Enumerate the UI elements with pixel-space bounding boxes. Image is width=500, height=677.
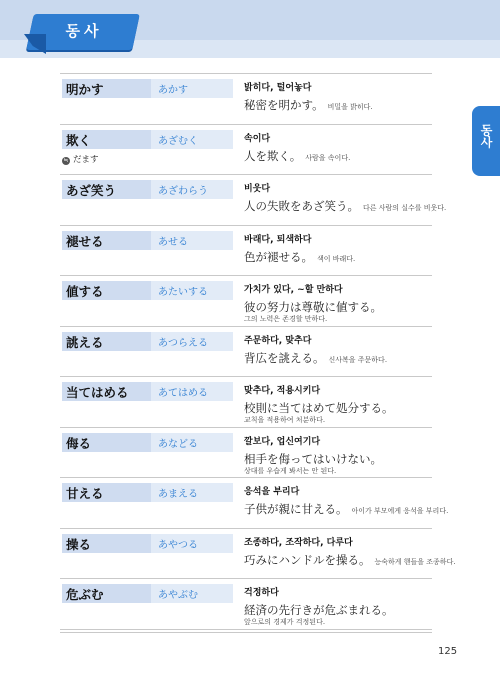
- word-cell: [62, 180, 151, 199]
- entry-example: 経済の先行きが危ぶまれる。: [244, 603, 394, 617]
- example-line: [244, 195, 446, 214]
- entry-translation: 사람을 속이다.: [305, 153, 351, 162]
- section-label: 동사: [65, 22, 103, 40]
- entry-reading: あやぶむ: [158, 590, 198, 601]
- word-cell: [62, 433, 151, 452]
- entry-example: 彼の努力は尊敬に値する。: [244, 300, 382, 314]
- entry-synonym: [62, 153, 99, 165]
- entry-reading: あたいする: [158, 287, 208, 298]
- entry-reading: あなどる: [158, 438, 198, 450]
- entry-translation: 아이가 부모에게 응석을 부리다.: [351, 507, 449, 515]
- entry-meaning: 조종하다, 조작하다, 다루다: [244, 537, 353, 548]
- entry-reading: あかす: [158, 85, 188, 96]
- vocab-entry: [60, 529, 456, 580]
- reading-cell: [151, 534, 233, 553]
- entry-word: 明かす: [66, 82, 104, 97]
- reading-cell: [151, 433, 233, 452]
- entry-translation: 능숙하게 핸들을 조종하다.: [374, 557, 456, 566]
- entry-example: 相手を侮ってはいけない。: [244, 451, 382, 466]
- vocab-entry: [60, 327, 432, 378]
- vocab-entry: [60, 428, 432, 479]
- vocab-entry: [60, 377, 432, 428]
- footer-divider: [60, 632, 432, 633]
- entry-translation: 상대를 우습게 봐서는 안 된다.: [244, 466, 337, 475]
- example-line: [244, 599, 394, 618]
- entry-word: 値する: [66, 284, 104, 299]
- vocab-entry: [60, 226, 432, 277]
- word-cell: [62, 130, 151, 149]
- vocab-entry: [60, 74, 432, 125]
- entry-reading: あざむく: [158, 135, 198, 147]
- word-cell: [62, 231, 151, 250]
- entry-example: 校則に当てはめて処分する。: [244, 401, 394, 415]
- entry-meaning: 가치가 있다, ~할 만하다: [244, 285, 343, 295]
- entry-word: 褪せる: [66, 233, 104, 249]
- entry-reading: あざわらう: [158, 186, 208, 197]
- example-line: [244, 397, 394, 416]
- entry-meaning: 밝히다, 털어놓다: [244, 83, 312, 93]
- example-line: [244, 498, 448, 517]
- entry-example: 背広を誂える。: [244, 350, 325, 365]
- vocab-entry: [60, 276, 432, 327]
- example-line: [244, 347, 387, 366]
- word-cell: [62, 534, 151, 553]
- entry-word: 侮る: [66, 435, 92, 451]
- example-line: [244, 296, 382, 315]
- reading-cell: [151, 231, 233, 250]
- page-number: 125: [438, 646, 458, 657]
- entry-reading: あつらえる: [158, 337, 208, 349]
- entry-reading: あまえる: [158, 489, 198, 500]
- entry-example: 人の失敗をあざ笑う。: [244, 199, 359, 213]
- entry-translation: 교칙을 적용하여 처분하다.: [244, 416, 326, 424]
- entry-meaning: 걱정하다: [244, 588, 279, 598]
- entry-reading: あやつる: [158, 539, 198, 551]
- example-line: [244, 448, 382, 467]
- word-cell: [62, 483, 151, 502]
- vocab-entry: [60, 478, 449, 529]
- reading-cell: [151, 382, 233, 401]
- entry-translation: 앞으로의 경제가 걱정된다.: [244, 618, 326, 626]
- example-line: [244, 145, 350, 164]
- entry-reading: あてはめる: [158, 388, 208, 399]
- vocab-entry: [60, 175, 447, 226]
- entry-example: 色が褪せる。: [244, 249, 313, 264]
- synonym-icon: ≒: [63, 156, 69, 164]
- entry-word: 当てはめる: [66, 385, 129, 400]
- entry-word: 誂える: [66, 334, 104, 350]
- entry-example: 巧みにハンドルを操る。: [244, 552, 371, 567]
- reading-cell: [151, 79, 233, 98]
- entry-translation: 다른 사람의 실수를 비웃다.: [363, 204, 447, 212]
- entry-meaning: 맞추다, 적용시키다: [244, 386, 321, 396]
- entry-meaning: 주문하다, 맞추다: [244, 335, 312, 346]
- entry-word: 欺く: [66, 132, 92, 148]
- side-tab-label: 동사: [479, 124, 493, 148]
- entry-word: 甘える: [66, 486, 104, 501]
- vocab-entry: [60, 125, 432, 176]
- example-line: [244, 246, 355, 265]
- reading-cell: [151, 483, 233, 502]
- entry-meaning: 응석을 부리다: [244, 487, 300, 497]
- reading-cell: [151, 281, 233, 300]
- example-line: [244, 94, 373, 113]
- reading-cell: [151, 180, 233, 199]
- word-cell: [62, 382, 151, 401]
- vocab-entry: [60, 579, 432, 630]
- entry-example: 人を欺く。: [244, 148, 302, 163]
- entry-translation: 신사복을 주문하다.: [328, 355, 388, 364]
- entry-word: 操る: [66, 536, 92, 552]
- entry-meaning: 속이다: [244, 133, 271, 144]
- entry-example: 子供が親に甘える。: [244, 502, 348, 516]
- entry-translation: 그의 노력은 존경할 만하다.: [244, 315, 328, 323]
- vocab-list: [60, 73, 456, 630]
- word-cell: [62, 281, 151, 300]
- reading-cell: [151, 584, 233, 603]
- entry-reading: あせる: [158, 236, 188, 248]
- entry-translation: 비밀을 밝히다.: [327, 103, 373, 111]
- word-cell: [62, 584, 151, 603]
- entry-meaning: 비웃다: [244, 184, 271, 194]
- entry-word: 危ぶむ: [66, 587, 104, 602]
- entry-meaning: 바래다, 퇴색하다: [244, 234, 312, 245]
- word-cell: [62, 332, 151, 351]
- entry-meaning: 깔보다, 업신여기다: [244, 436, 321, 447]
- entry-example: 秘密を明かす。: [244, 98, 324, 112]
- word-cell: [62, 79, 151, 98]
- reading-cell: [151, 332, 233, 351]
- example-line: [244, 549, 456, 568]
- reading-cell: [151, 130, 233, 149]
- entry-translation: 색이 바래다.: [317, 254, 356, 263]
- entry-word: あざ笑う: [66, 183, 117, 198]
- entry-synonym-text: だます: [73, 154, 99, 165]
